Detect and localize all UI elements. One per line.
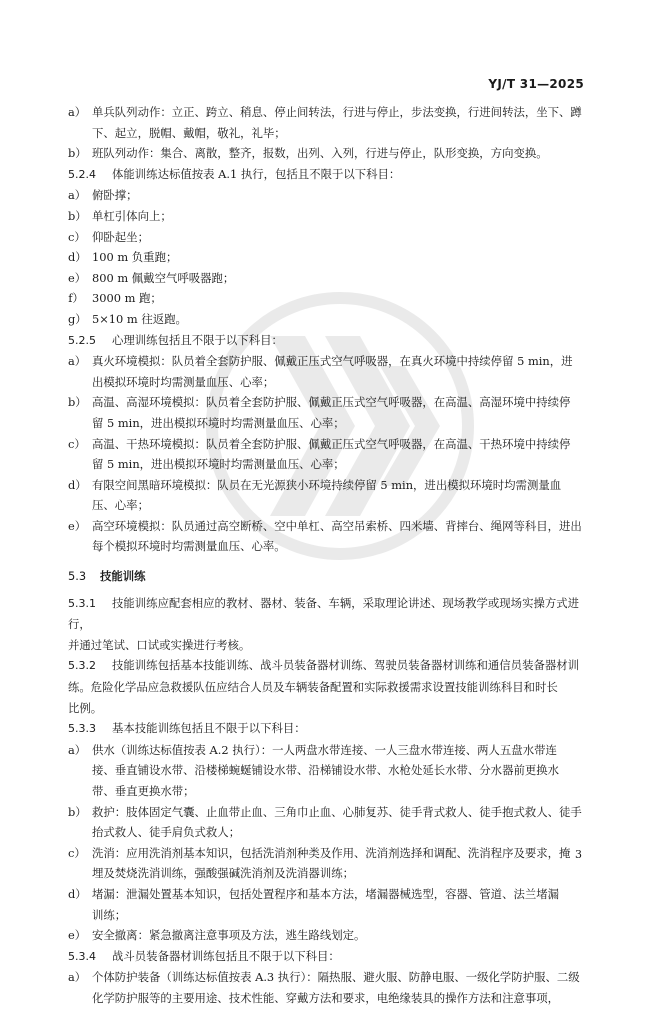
item-label: d） [68,886,87,901]
list-item [68,227,584,248]
clause-number: 5.3.1 [68,596,96,610]
item-text: 留 5 min，进出模拟环境时均需测量血压、心率； [92,457,345,472]
list-item [68,288,584,309]
clause-text: 练。危险化学品应急救援队伍应结合人员及车辆装备配置和实际救援需求设置技能训练科目和时长 [68,680,558,695]
item-label: c） [68,436,86,451]
item-text: 高空环境模拟：队员通过高空断桥、空中单杠、高空吊索桥、四米墙、背摔台、绳网等科目，进出 [92,518,582,533]
item-label: c） [68,229,86,244]
item-text: 带、垂直更换水带； [92,784,195,798]
item-text: 单杠引体向上； [92,208,172,223]
list-item [68,102,584,143]
item-text: 堵漏：泄漏处置基本知识，包括处置程序和基本方法，堵漏器械选型，容器、管道、法兰堵漏 [92,886,560,901]
item-text: 个体防护装备（训练达标值按表 A.3 执行）：隔热服、避火服、防静电服、一级化学防护服、二级 [92,970,580,985]
item-label: d） [68,477,87,492]
item-label: e） [68,928,87,943]
item-label: a） [68,970,87,985]
item-text: 仰卧起坐； [92,229,149,244]
item-text: 下、起立，脱帽、戴帽，敬礼，礼毕； [92,125,286,140]
list-item [68,268,584,289]
list-item [68,247,584,268]
list-item [68,143,584,164]
item-text: 安全撤离：紧急撤离注意事项及方法，逃生路线划定。 [92,928,366,943]
item-text: 压、心率； [92,498,149,513]
clause-text: 技能训练包括基本技能训练、战斗员装备器材训练、驾驶员装备器材训练和通信员装备器材训 [112,658,580,673]
list-item [68,206,584,227]
item-label: e） [68,270,87,285]
clause-5-3-3 [68,718,584,740]
item-text: 供水（训练达标值按表 A.2 执行）：一人两盘水带连接、一人三盘水带连接、两人五盘水带连 [92,742,557,757]
item-label: e） [68,518,87,533]
list-item [68,185,584,206]
item-text: 有限空间黑暗环境模拟：队员在无光源狭小环境持续停留 5 min，进出模拟环境时均需测量血 [92,477,562,492]
clause-number: 5.3.4 [68,949,96,963]
item-text: 真火环境模拟：队员着全套防护服、佩戴正压式空气呼吸器，在真火环境中持续停留 5 min，进 [92,354,573,369]
document-code-header: YJ/T 31—2025 [488,77,584,91]
clause-text: 比例。 [68,700,103,715]
item-label: b） [68,146,87,161]
item-text: 5×10 m 往返跑。 [92,311,187,326]
list-item [68,309,584,330]
page-body [68,102,584,1009]
list-item [68,925,584,946]
clause-5-3-1 [68,593,584,656]
item-text: 训练； [92,907,127,922]
clause-text: 战斗员装备器材训练包括且不限于以下科目： [112,948,340,963]
item-text: 化学防护服等的主要用途、技术性能、穿戴方法和要求，电绝缘装具的操作方法和注意事项， [92,990,560,1005]
clause-number: 5.3.2 [68,659,96,673]
item-label: a） [68,105,87,119]
item-label: c） [68,845,86,860]
list-item [68,351,584,392]
item-label: d） [68,250,87,265]
list-item [68,884,584,925]
item-label: b） [68,804,87,819]
list-item [68,392,584,433]
clause-text: 心理训练包括且不限于以下科目： [112,332,283,347]
list-item [68,967,584,1008]
page-number: 3 [575,848,582,861]
item-label: a） [68,354,87,369]
item-text: 100 m 负重跑； [92,250,178,265]
item-label: b） [68,208,87,223]
item-label: a） [68,742,87,757]
item-text: 高温、干热环境模拟：队员着全套防护服、佩戴正压式空气呼吸器，在高温、干热环境中持续停 [92,436,571,451]
item-text: 3000 m 跑； [92,291,162,306]
clause-5-3-2 [68,655,584,718]
clause-text: 并通过笔试、口试或实操进行考核。 [68,637,251,652]
item-label: f） [68,291,84,306]
item-label: g） [68,311,87,326]
item-text: 每个模拟环境时均需测量血压、心率。 [92,539,286,554]
item-text: 洗消：应用洗消剂基本知识，包括洗消剂种类及作用、洗消剂选择和调配、洗消程序及要求，掩 [92,845,571,860]
item-text: 班队列动作：集合、离散，整齐，报数，出列、入列，行进与停止，队形变换，方向变换。 [92,146,548,161]
item-text: 出模拟环境时均需测量血压、心率； [92,374,275,389]
list-item [68,740,584,802]
section-title: 技能训练 [100,569,146,584]
list-item [68,434,584,475]
item-text: 埋及焚烧洗消训练，强酸强碱洗消剂及洗消器训练； [92,866,354,881]
clause-text: 体能训练达标值按表 A.1 执行，包括且不限于以下科目： [112,166,401,181]
item-text: 800 m 佩戴空气呼吸器跑； [92,270,235,285]
list-item [68,843,584,884]
clause-5-3-4 [68,946,584,968]
section-heading-5-3 [68,566,584,587]
item-text: 留 5 min，进出模拟环境时均需测量血压、心率； [92,415,345,430]
item-text: 单兵队列动作：立正、跨立、稍息、停止间转法，行进与停止，步法变换，行进间转法，坐下、蹲 [92,105,582,119]
item-text: 抬式救人、徒手肩负式救人； [92,825,241,840]
list-item [68,475,584,516]
clause-number: 5.3.3 [68,722,96,736]
clause-text: 技能训练应配套相应的教材、器材、装备、车辆，采取理论讲述、现场教学或现场实操方式进行， [68,595,580,632]
list-item [68,516,584,557]
item-label: a） [68,188,87,203]
item-text: 接、垂直铺设水带、沿楼梯蜿蜒铺设水带、沿梯铺设水带、水枪处延长水带、分水器前更换水 [92,763,560,778]
list-item [68,802,584,843]
clause-5-2-4 [68,164,584,186]
item-label: b） [68,395,87,410]
item-text: 俯卧撑； [92,188,138,203]
clause-5-2-5 [68,330,584,352]
clause-number: 5.2.5 [68,333,96,347]
item-text: 高温、高湿环境模拟：队员着全套防护服、佩戴正压式空气呼吸器，在高温、高湿环境中持续停 [92,395,571,410]
section-number: 5.3 [68,569,87,584]
clause-text: 基本技能训练包括且不限于以下科目： [112,721,306,736]
item-text: 救护：肢体固定气囊、止血带止血、三角巾止血、心肺复苏、徒手背式救人、徒手抱式救人、徒手 [92,804,582,819]
clause-number: 5.2.4 [68,167,96,181]
